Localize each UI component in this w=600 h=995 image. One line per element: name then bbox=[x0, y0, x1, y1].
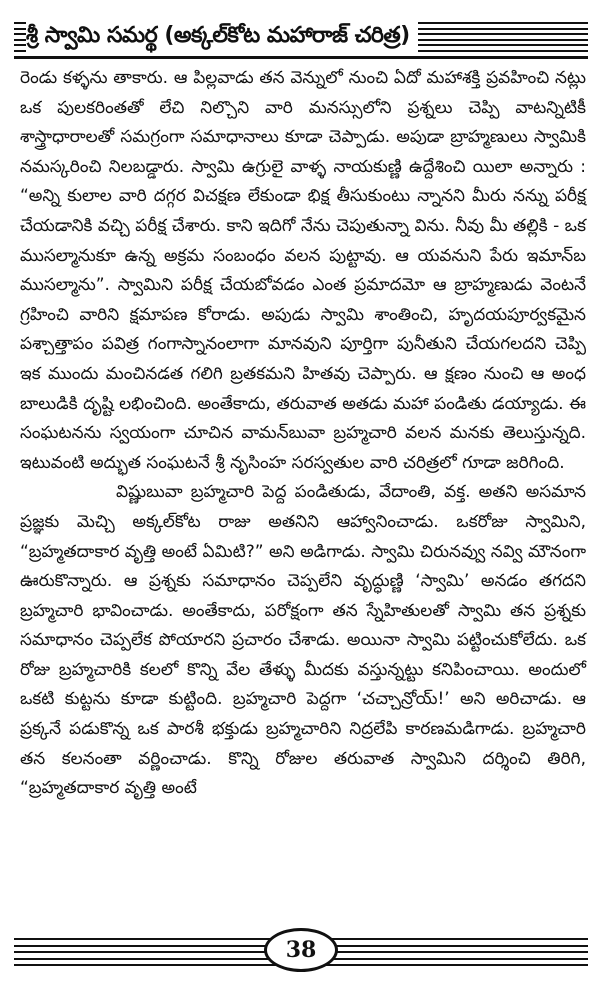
page-footer bbox=[14, 928, 588, 978]
running-header bbox=[14, 14, 588, 58]
page-body bbox=[20, 64, 586, 804]
paragraph: విష్ణుబువా బ్రహ్మచారి పెద్ద పండితుడు, వేదాంతి, వక్త. అతని అసమాన ప్రజ్ఞకు మెచ్చి అక్కల్‌కోట రాజు అతనిని ఆహ్వానించాడు. ఒకరోజు స్వామిని, “బ్రహ్మతదాకార వృత్తి అంటే ఏమిటి?” అని అడిగాడు. స్వామి చిరునవ్వు నవ్వి మౌనంగా ఊరుకొన్నారు. ఆ ప్రశ్నకు సమాధానం చెప్పలేని వృద్ధుణ్ణి ‘స్వామి’ అనడం తగదని బ్రహ్మచారి భావించాడు. అంతేకాదు, పరోక్షంగా తన స్నేహితులతో స్వామి తన ప్రశ్నకు సమాధానం చెప్పలేక పోయారని ప్రచారం చేశాడు. అయినా స్వామి పట్టించుకోలేదు. ఒక రోజు బ్రహ్మచారికి కలలో కొన్ని వేల తేళ్ళు మీదకు వస్తున్నట్టు కనిపించాయి. అందులో ఒకటి కుట్టను కూడా కుట్టింది. బ్రహ్మచారి పెద్దగా ‘చచ్చాన్రోయ్!’ అని అరిచాడు. ఆ ప్రక్కనే పడుకొన్న ఒక పారశీ భక్తుడు బ్రహ్మచారిని నిద్రలేపి కారణమడిగాడు. బ్రహ్మచారి తన కలనంతా వర్ణించాడు. కొన్ని రోజుల తరువాత స్వామిని దర్శించి తిరిగి, “బ్రహ్మతదాకార వృత్తి అంటే bbox=[20, 482, 586, 799]
page-number: 38 bbox=[264, 928, 338, 972]
paragraph-continued: రెండు కళ్ళను తాకారు. ఆ పిల్లవాడు తన వెన్నులో నుంచి ఏదో మహాశక్తి ప్రవహించి నట్లు ఒక పులకరింతతో లేచి నిల్చొని వారి మనస్సులోని ప్రశ్నలు చెప్పి వాటన్నిటికీ శాస్త్రాధారాలతో సమగ్రంగా సమాధానాలు కూడా చెప్పాడు. అపుడా బ్రాహ్మణులు స్వామికి నమస్కరించి నిలబడ్డారు. స్వామి ఉగ్రులై వాళ్ళ నాయకుణ్ణి ఉద్దేశించి యిలా అన్నారు : “అన్ని కులాల వారి దగ్గర విచక్షణ లేకుండా భిక్ష తీసుకుంటు న్నానని మీరు నన్ను పరీక్ష చేయడానికి వచ్చి పరీక్ష చేశారు. కాని ఇదిగో నేను చెపుతున్నా విను. నీవు మీ తల్లికి - ఒక ముసల్మానుకూ ఉన్న అక్రమ సంబంధం వలన పుట్టావు. ఆ యవనుని పేరు ఇమాన్‌బ ముసల్మాను”. స్వామిని పరీక్ష చేయబోవడం ఎంత ప్రమాదమో ఆ బ్రాహ్మణుడు వెంటనే గ్రహించి వారిని క్షమాపణ కోరాడు. అపుడు స్వామి శాంతించి, హృదయపూర్వకమైన పశ్చాత్తాపం పవిత్ర గంగాస్నానంలాగా మానవుని పూర్తిగా పునీతుని చేయగలదని చెప్పి ఇక ముందు మంచినడత గలిగి బ్రతకమని హితవు చెప్పారు. ఆ క్షణం నుంచి ఆ అంధ బాలుడికి దృష్టి లభించింది. అంతేకాదు, తరువాత అతడు మహా పండితు డయ్యాడు. ఈ సంఘటనను స్వయంగా చూచిన వామన్‌బువా బ్రహ్మచారి వలన మనకు తెలుస్తున్నది. ఇటువంటి అద్భుత సంఘటనే శ్రీ నృసింహ సరస్వతుల వారి చరిత్రలో గూడా జరిగింది. bbox=[20, 68, 586, 473]
header-divider bbox=[14, 56, 588, 59]
book-title: శ్రీ స్వామి సమర్థ (అక్కల్‌కోట మహారాజ్ చరిత్ర) bbox=[26, 18, 418, 54]
